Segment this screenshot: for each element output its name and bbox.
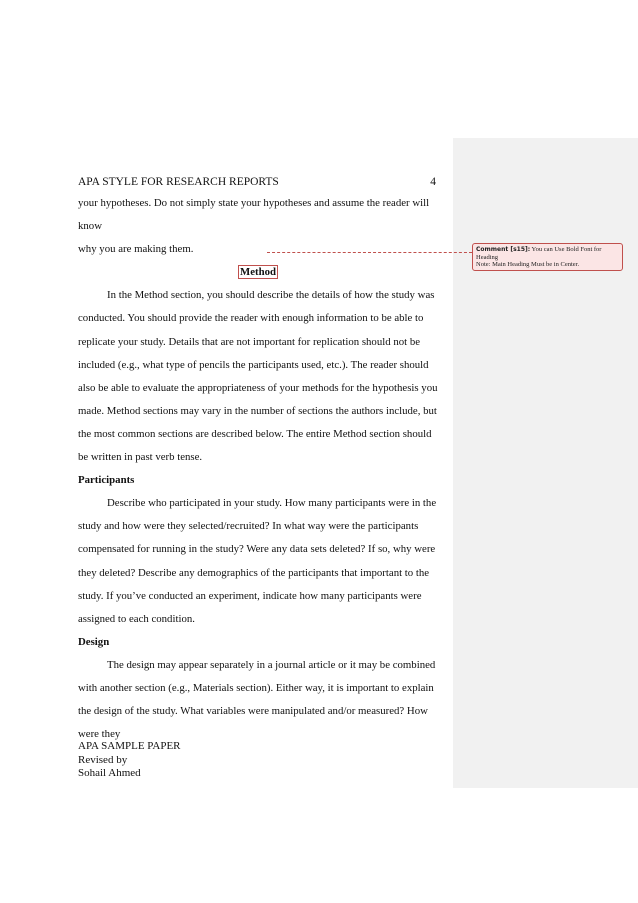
- comment-text: You can Use Bold Font for Heading: [476, 246, 602, 261]
- page-header: [78, 176, 436, 188]
- running-head: APA STYLE FOR RESEARCH REPORTS: [78, 176, 279, 188]
- footer-line: APA SAMPLE PAPER: [78, 740, 181, 752]
- paragraph-line: your hypotheses. Do not simply state your hypotheses and assume the reader will know: [78, 197, 430, 233]
- comment-tag: Comment [s15]:: [476, 246, 531, 253]
- page-number: 4: [430, 176, 436, 188]
- design-heading: Design: [78, 635, 110, 648]
- comment-balloon[interactable]: [472, 243, 623, 271]
- footer-line: Sohail Ahmed: [78, 767, 141, 779]
- method-heading-text[interactable]: Method: [240, 266, 276, 279]
- participants-paragraph: Describe who participated in your study. How many participants were in the study and how were they selected/recruited? In what way were the participants compensated for running in the study? Were any data sets deleted? If so, why were they deleted? Describe any demographics of the participants that important to the study. If you’ve conducted an experiment, indicate how many participants were assigned to each condition.: [78, 497, 437, 625]
- comment-connector-line: [267, 252, 472, 253]
- body-text: [78, 192, 438, 746]
- design-paragraph: The design may appear separately in a journal article or it may be combined with another section (e.g., Materials section). Either way, it is important to explain the design of the study. What variables were manipulated and/or measured? How were they: [78, 658, 436, 741]
- method-heading: [78, 261, 438, 284]
- comment-pane: [453, 138, 638, 788]
- paragraph-line: why you are making them.: [78, 243, 194, 256]
- page-footer: [78, 740, 181, 781]
- footer-line: Revised by: [78, 753, 128, 766]
- method-paragraph: In the Method section, you should describe the details of how the study was conducted. You should provide the reader with enough information to be able to replicate your study. Details that are not important for replication should not be included (e.g., what type of pencils the participants used, etc.). The reader should also be able to evaluate the appropriateness of your methods for the hypothesis you made. Method sections may vary in the number of sections the authors include, but the most common sections are described below. The entire Method section should be written in past verb tense.: [78, 289, 438, 464]
- comment-note: Note: Main Heading Must be in Center.: [476, 261, 580, 269]
- participants-heading: Participants: [78, 474, 135, 487]
